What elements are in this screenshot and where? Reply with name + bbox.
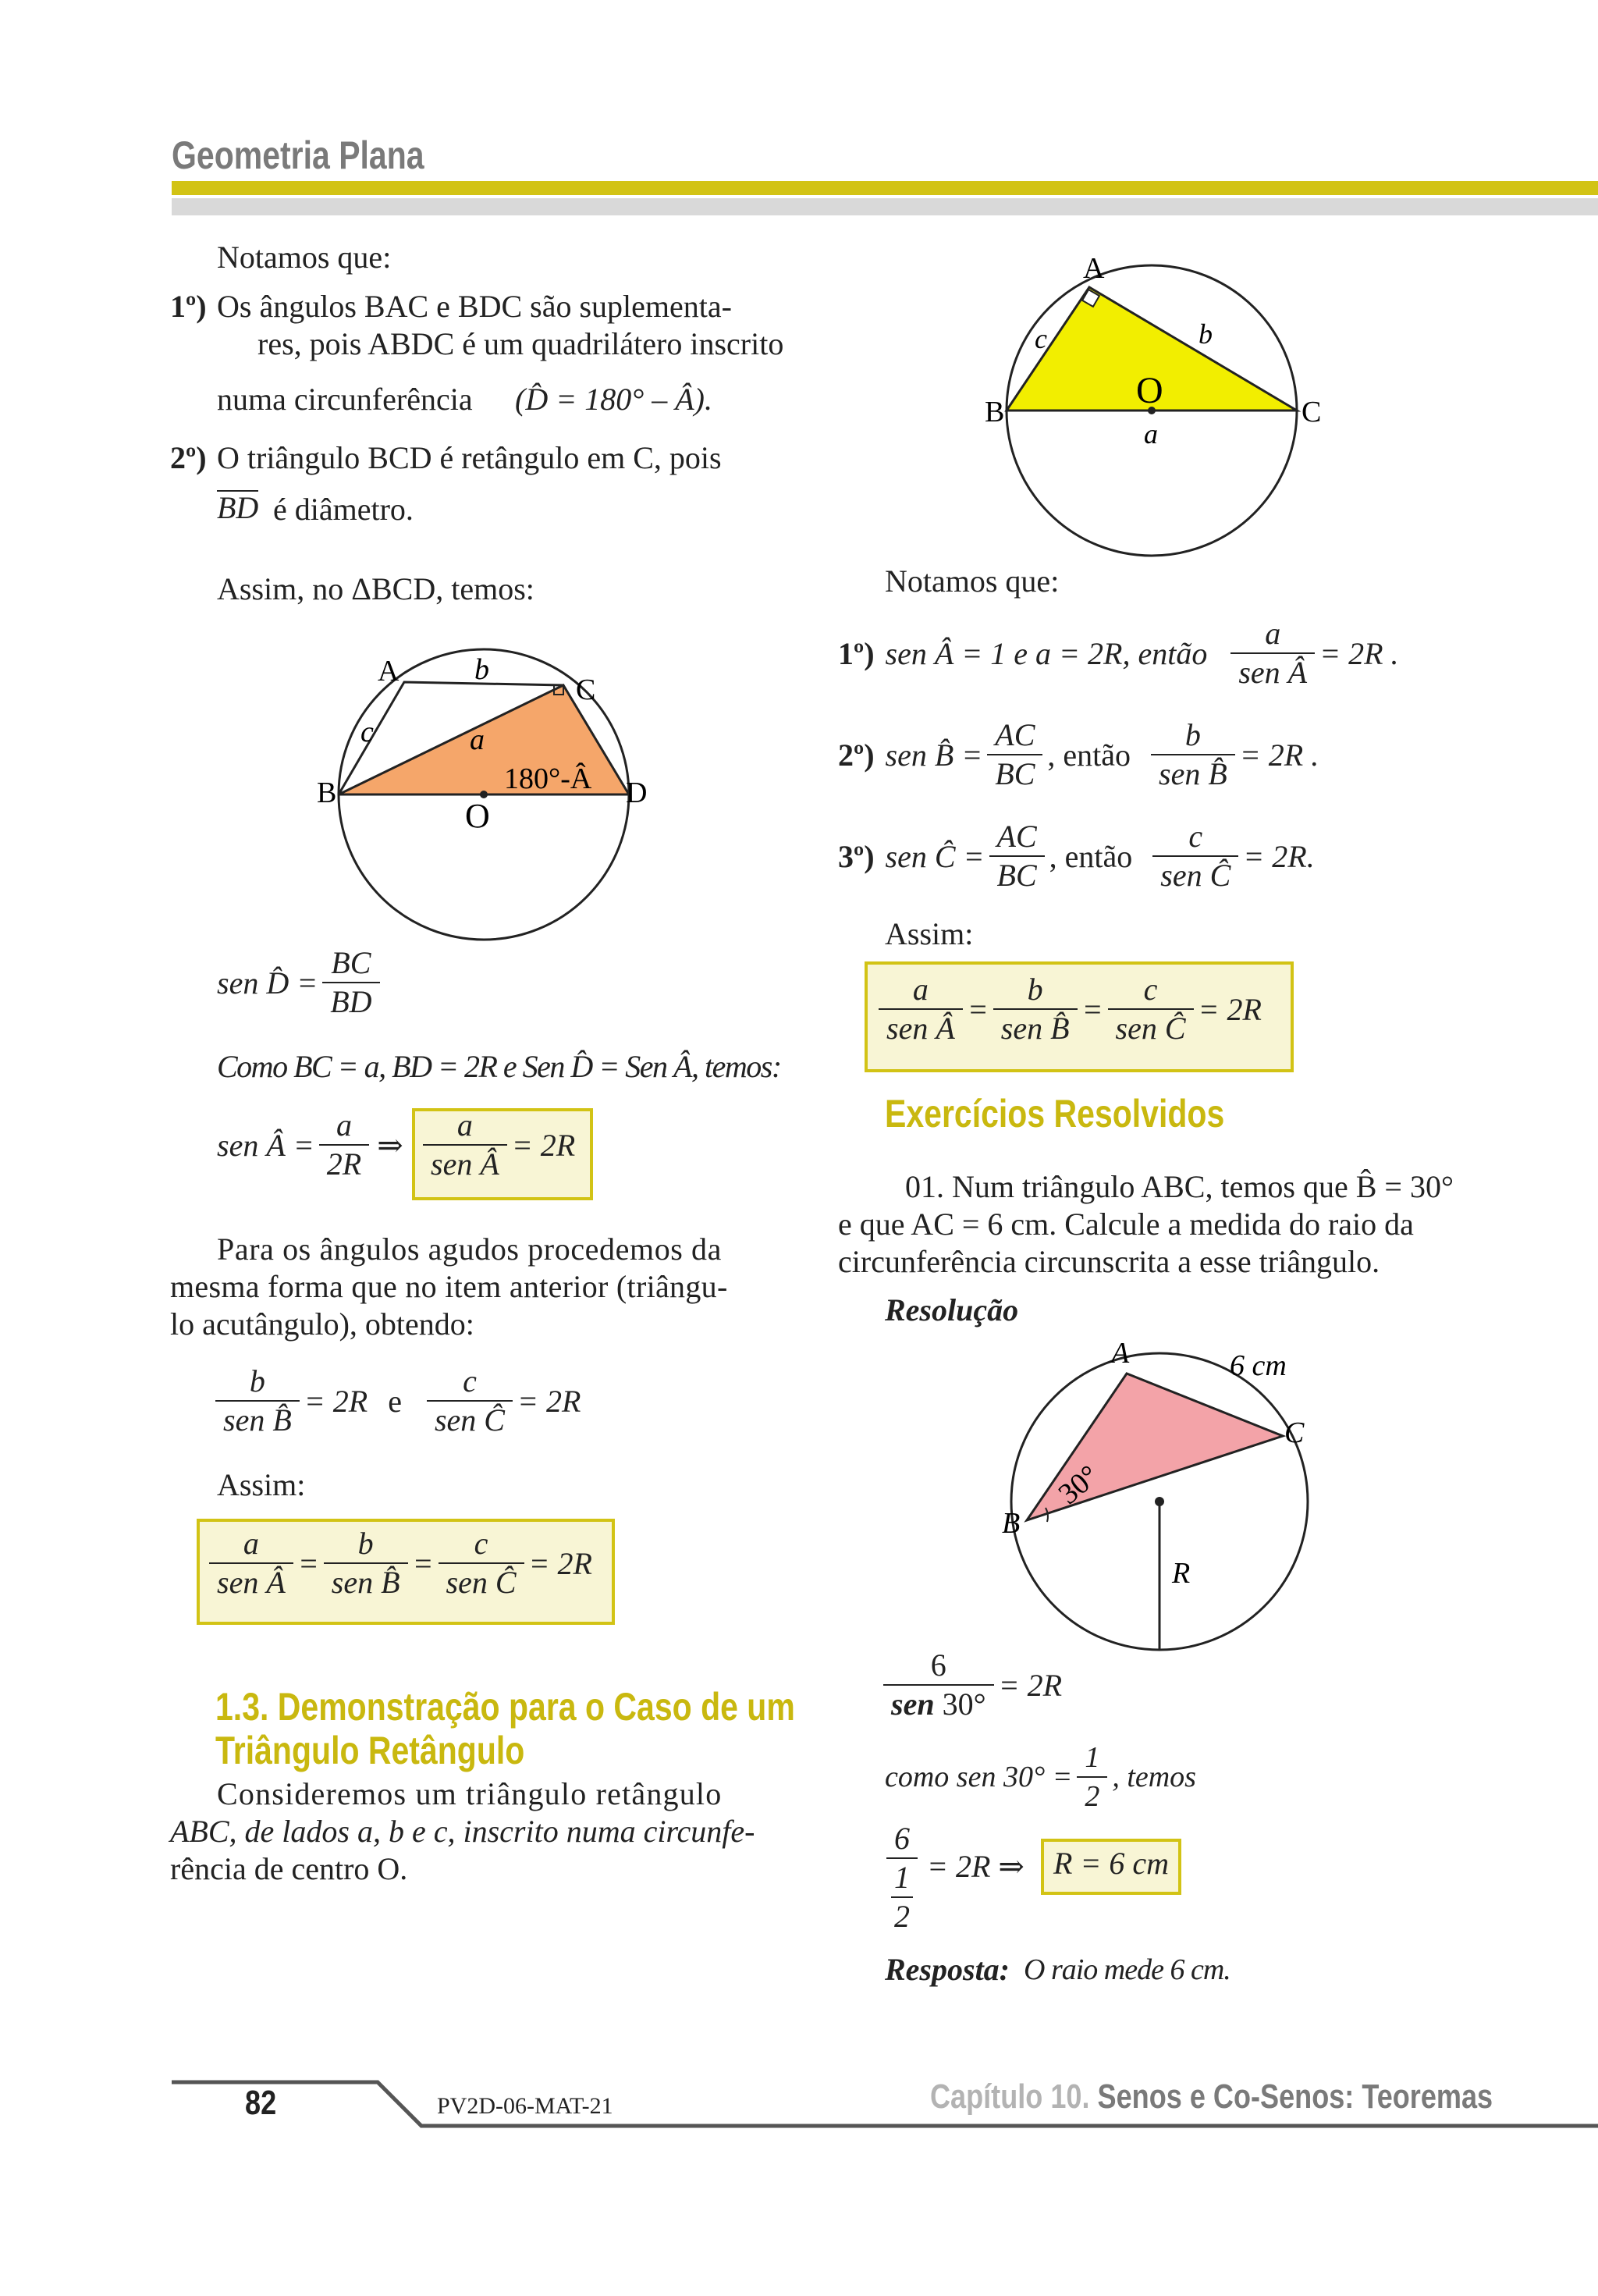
figure-right-triangle: [983, 247, 1326, 559]
eq-senA-num: a: [319, 1107, 369, 1146]
row2-mid: , então: [1047, 737, 1131, 773]
box3-eq1: =: [967, 991, 989, 1027]
implies-arrow: ⇒: [377, 1127, 403, 1163]
item2-line2: é diâmetro.: [273, 492, 414, 527]
box1-num: a: [423, 1107, 507, 1146]
footer-chapter-title: Senos e Co-Senos: Teoremas: [1097, 2077, 1493, 2116]
row3-gden: sen Ĉ: [1160, 858, 1231, 893]
step2-num: 1: [1077, 1739, 1107, 1778]
right-assim: Assim:: [885, 916, 974, 951]
eq-senA-den: 2R: [326, 1146, 362, 1182]
row2-fnum: AC: [987, 716, 1042, 755]
box2-a: a: [209, 1525, 293, 1564]
eq-senA-lhs: sen Â =: [217, 1127, 314, 1163]
section-title-line2: Triângulo Retângulo: [215, 1729, 525, 1772]
row2-lhs: sen B̂ =: [885, 737, 983, 773]
eqC-rhs: = 2R: [517, 1383, 581, 1419]
label-C: C: [1284, 1416, 1305, 1449]
label-D: D: [626, 777, 648, 809]
exercise-line3: circunferência circunscrita a esse triângulo.: [838, 1244, 1380, 1279]
label-C: C: [1301, 396, 1322, 428]
consider-line1: Consideremos um triângulo retângulo: [217, 1776, 723, 1811]
box3-b: b: [993, 971, 1078, 1010]
label-b: b: [1198, 318, 1213, 350]
label-a: a: [470, 723, 485, 756]
figure-exercise-triangle: [999, 1335, 1342, 1662]
step2-text: como sen 30° =: [885, 1761, 1073, 1793]
eq-row2: [838, 716, 1319, 793]
item1-line3: numa circunferência: [217, 382, 473, 417]
box2-c: c: [439, 1525, 524, 1564]
item1-formula: (D̂ = 180° – Â).: [515, 382, 712, 417]
label-A: A: [1111, 1337, 1130, 1370]
box2-b: b: [324, 1525, 408, 1564]
row1-text: sen Â = 1 e a = 2R, então: [885, 635, 1208, 671]
consider-line3: rência de centro O.: [170, 1851, 408, 1886]
consider-line2: ABC, de lados a, b e c, inscrito numa circunfe-: [170, 1814, 755, 1849]
eqB-num: b: [215, 1363, 300, 1402]
row1-num: a: [1230, 615, 1315, 654]
box2-senA: sen Â: [217, 1565, 286, 1600]
eq-senD: [217, 944, 385, 1021]
box3-rhs: = 2R: [1198, 991, 1262, 1027]
row3-rhs: = 2R.: [1243, 838, 1315, 874]
eq-row1: [838, 615, 1399, 691]
solution-step3-frac: [886, 1820, 918, 1935]
row1-den: sen Â: [1238, 655, 1308, 690]
row1-number: 1º): [838, 635, 875, 671]
eq-senA: [217, 1107, 407, 1183]
row3-mid: , então: [1049, 838, 1133, 874]
eqC-den: sen Ĉ: [434, 1402, 505, 1438]
step1-num: 6: [883, 1647, 994, 1686]
row3-lhs: sen Ĉ =: [885, 838, 985, 874]
eqB-den: sen B̂: [223, 1402, 292, 1438]
label-O: O: [1136, 370, 1163, 411]
para-line1: Para os ângulos agudos procedemos da: [217, 1232, 723, 1267]
footer-code: PV2D-06-MAT-21: [437, 2093, 613, 2119]
header-yellow-bar: [172, 181, 1598, 195]
box3-senA: sen Â: [886, 1011, 955, 1046]
como-line: Como BC = a, BD = 2R e Sen D̂ = Sen Â, temos:: [217, 1049, 781, 1084]
step3-top: 6: [894, 1821, 910, 1856]
box2-rhs: = 2R: [528, 1545, 592, 1581]
item1-line2: res, pois ABDC é um quadrilátero inscrito: [257, 326, 784, 361]
row2-rhs: = 2R .: [1239, 737, 1319, 773]
box3-senC: sen Ĉ: [1115, 1011, 1186, 1046]
label-C: C: [576, 674, 596, 706]
item1-number: 1º): [170, 289, 207, 324]
box2-senB: sen B̂: [331, 1565, 400, 1600]
box3-a: a: [879, 971, 963, 1010]
label-A: A: [378, 655, 400, 688]
label-b: b: [474, 653, 489, 686]
item2-line1: O triângulo BCD é retângulo em C, pois: [217, 440, 722, 475]
step1-den: 30°: [942, 1686, 986, 1722]
label-a: a: [1144, 418, 1158, 450]
label-c: c: [360, 716, 374, 748]
answer-box-text: R = 6 cm: [1053, 1846, 1170, 1881]
left-notamos: Notamos que:: [217, 240, 392, 275]
section-title-line1: 1.3. Demonstração para o Caso de um: [215, 1685, 795, 1729]
step2-tail: , temos: [1112, 1761, 1196, 1793]
box2-senC: sen Ĉ: [446, 1565, 517, 1600]
step3-rhs: = 2R ⇒: [927, 1849, 1024, 1884]
item2-number: 2º): [170, 440, 207, 475]
solution-step2: [885, 1739, 1196, 1815]
item1-line1: Os ângulos BAC e BDC são suplementa-: [217, 289, 732, 324]
eq-senD-den: BD: [330, 984, 372, 1019]
eqC-num: c: [427, 1363, 513, 1402]
eq-and: e: [388, 1383, 402, 1419]
box1-den: sen Â: [431, 1146, 499, 1182]
item2-bd-segment: BD: [217, 490, 259, 525]
answer-text: O raio mede 6 cm.: [1024, 1953, 1230, 1986]
answer-label: Resposta:: [885, 1952, 1010, 1987]
figure-quadrilateral-abdc: [312, 640, 655, 968]
box2-eq2: =: [412, 1545, 434, 1581]
resolucao-label: Resolução: [885, 1292, 1019, 1327]
row3-fden: BC: [996, 858, 1037, 893]
box2-eq1: =: [297, 1545, 319, 1581]
box3-eq2: =: [1081, 991, 1103, 1027]
box1-eq: [418, 1107, 575, 1183]
label-O: O: [465, 797, 490, 835]
eq-senD-num: BC: [322, 944, 379, 983]
label-length: 6 cm: [1230, 1349, 1287, 1382]
eq-senD-lhs: sen D̂ =: [217, 965, 318, 1001]
footer-chapter: [930, 2077, 1493, 2117]
box1-rhs: = 2R: [511, 1127, 576, 1163]
label-c: c: [1035, 323, 1047, 354]
eq-b-c: [211, 1363, 581, 1439]
left-assim: Assim:: [217, 1467, 306, 1502]
eqB-rhs: = 2R: [304, 1383, 368, 1419]
label-B: B: [1002, 1507, 1021, 1540]
step2-den: 2: [1085, 1780, 1100, 1813]
para-line2: mesma forma que no item anterior (triângu-: [170, 1269, 728, 1304]
box3-c: c: [1108, 971, 1194, 1010]
row2-gnum: b: [1151, 716, 1235, 755]
page-number: 82: [245, 2084, 277, 2122]
box3-eq: [874, 971, 1262, 1047]
row2-fden: BC: [995, 756, 1035, 791]
row3-number: 3º): [838, 838, 875, 874]
header-title: Geometria Plana: [172, 133, 424, 177]
step3-bot: 2: [891, 1896, 913, 1935]
center-dot: [1155, 1497, 1164, 1506]
exercise-line2: e que AC = 6 cm. Calcule a medida do raio da: [838, 1207, 1414, 1242]
row2-gden: sen B̂: [1159, 756, 1227, 791]
exercise-line1: 01. Num triângulo ABC, temos que B̂ = 30°: [905, 1169, 1454, 1204]
right-notamos: Notamos que:: [885, 563, 1060, 599]
label-R: R: [1172, 1557, 1191, 1590]
step1-rhs: = 2R: [998, 1667, 1063, 1703]
eq-row3: [838, 818, 1315, 894]
row3-fnum: AC: [989, 818, 1045, 857]
step3-mid: 1: [886, 1857, 918, 1896]
row3-gnum: c: [1152, 818, 1238, 857]
row2-number: 2º): [838, 737, 875, 773]
exercises-title: Exercícios Resolvidos: [885, 1092, 1225, 1136]
step1-den-sen: sen: [891, 1686, 935, 1722]
label-B: B: [985, 396, 1005, 428]
solution-step1: [883, 1647, 1062, 1723]
box3-senB: sen B̂: [1000, 1011, 1070, 1046]
header-grey-bar: [172, 198, 1598, 215]
row1-rhs: = 2R .: [1319, 635, 1399, 671]
label-B: B: [317, 777, 337, 809]
para-line3: lo acutângulo), obtendo:: [170, 1306, 474, 1342]
footer-chapter-label: Capítulo 10.: [930, 2077, 1090, 2116]
label-angle: 30°: [1052, 1459, 1106, 1511]
assim-bcd: Assim, no ΔBCD, temos:: [217, 571, 534, 606]
box2-eq: [204, 1525, 592, 1601]
label-A: A: [1083, 252, 1105, 285]
label-angle: 180°-Â: [504, 762, 592, 795]
